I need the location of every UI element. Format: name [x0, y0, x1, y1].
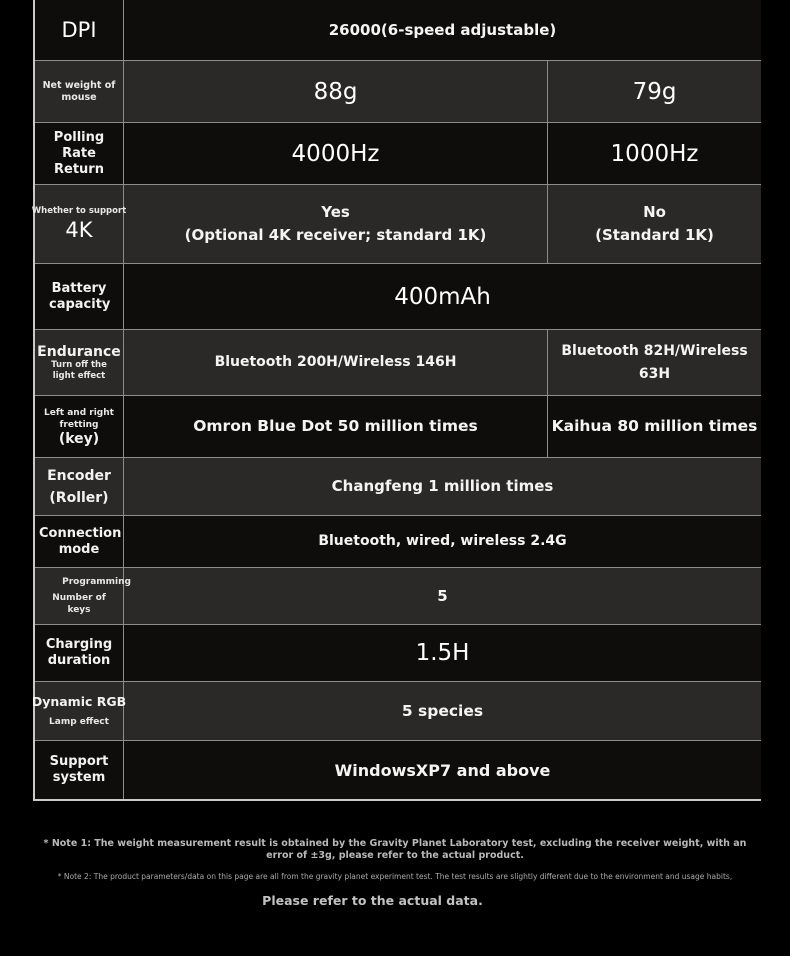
value-fretting-left-text: Omron Blue Dot 50 million times	[193, 417, 478, 435]
label-charging-text: Charging duration	[45, 637, 113, 668]
label-rgb-text: Dynamic RGB	[31, 694, 127, 709]
value-system	[124, 741, 761, 799]
value-polling-right-text: 1000Hz	[610, 140, 699, 167]
value-4k-left-line1: Yes	[321, 203, 350, 221]
value-dpi	[124, 0, 761, 60]
value-fretting-right-text: Kaihua 80 million times	[551, 417, 758, 435]
label-encoder-text: Encoder	[47, 467, 111, 484]
spec-table	[33, 0, 761, 801]
row-dpi	[35, 0, 761, 61]
row-polling	[35, 123, 761, 185]
note-3: Please refer to the actual data.	[262, 893, 483, 908]
row-encoder	[35, 458, 761, 516]
label-weight-text: Net weight of mouse	[42, 79, 116, 103]
row-connection	[35, 516, 761, 568]
value-programming	[124, 568, 761, 624]
value-4k-right-line1: No	[643, 203, 666, 221]
label-connection	[35, 516, 124, 567]
value-battery-text: 400mAh	[394, 283, 491, 310]
value-rgb	[124, 682, 761, 740]
label-polling-text: Polling Rate Return	[53, 129, 105, 177]
value-weight-left	[124, 61, 548, 122]
row-charging	[35, 625, 761, 682]
row-endurance	[35, 330, 761, 396]
value-charging	[124, 625, 761, 681]
note-2: * Note 2: The product parameters/data on this page are all from the gravity planet experiment test. The test results are slightly different due to the environment and usage habits,	[57, 872, 733, 881]
row-battery	[35, 264, 761, 330]
value-fretting-right	[548, 396, 761, 457]
label-dpi	[35, 0, 124, 60]
row-system	[35, 741, 761, 799]
label-rgb-small: Lamp effect	[49, 717, 109, 727]
value-weight-left-text: 88g	[313, 78, 358, 105]
value-encoder-text: Changfeng 1 million times	[331, 477, 554, 495]
label-battery-text: Battery capacity	[49, 280, 111, 312]
value-charging-text: 1.5H	[415, 640, 470, 666]
label-endurance-text: Endurance	[37, 343, 121, 360]
value-polling-left-text: 4000Hz	[291, 140, 380, 167]
value-weight-right-text: 79g	[632, 78, 677, 105]
value-4k-left	[124, 185, 548, 263]
value-endurance-left	[124, 330, 548, 395]
value-programming-text: 5	[437, 586, 448, 605]
value-4k-left-line2: (Optional 4K receiver; standard 1K)	[184, 226, 487, 244]
footnotes	[0, 838, 790, 909]
value-dpi-text: 26000(6-speed adjustable)	[328, 20, 557, 39]
value-battery	[124, 264, 761, 329]
label-fretting-small: Left and right fretting	[44, 407, 114, 430]
label-battery	[35, 264, 124, 329]
label-programming-small2: Number of keys	[52, 593, 106, 615]
label-polling	[35, 123, 124, 184]
label-4k-big: 4K	[65, 218, 93, 242]
label-encoder	[35, 458, 124, 515]
label-4k	[31, 185, 127, 263]
label-fretting	[35, 396, 124, 457]
label-endurance-small: Turn off the light effect	[51, 359, 107, 381]
value-rgb-text: 5 species	[401, 701, 484, 720]
note-1: * Note 1: The weight measurement result is obtained by the Gravity Planet Laboratory test, excluding the receiver weight, with an error of ±3g, please refer to the actual product.	[43, 838, 747, 861]
label-system-text: Support system	[49, 754, 109, 785]
label-weight	[35, 61, 124, 122]
label-dpi-text: DPI	[61, 18, 97, 42]
value-polling-left	[124, 123, 548, 184]
label-fretting-text: (key)	[58, 430, 100, 447]
label-encoder-text2: (Roller)	[49, 489, 109, 506]
label-programming-small1: Programming	[62, 577, 131, 587]
value-weight-right	[548, 61, 761, 122]
value-endurance-right-text: Bluetooth 82H/Wireless 63H	[561, 342, 748, 382]
value-4k-right	[548, 185, 761, 263]
row-4k	[31, 185, 761, 264]
value-endurance-right	[548, 330, 761, 395]
value-fretting-left	[124, 396, 548, 457]
label-system	[35, 741, 124, 799]
row-weight	[35, 61, 761, 123]
value-endurance-left-text: Bluetooth 200H/Wireless 146H	[214, 354, 457, 370]
row-programming	[35, 568, 761, 625]
label-endurance	[35, 330, 124, 395]
value-4k-right-line2: (Standard 1K)	[595, 226, 714, 244]
label-connection-text: Connection mode	[39, 525, 122, 557]
row-rgb	[31, 682, 761, 741]
value-polling-right	[548, 123, 761, 184]
label-rgb	[31, 682, 127, 740]
label-4k-small: Whether to support	[31, 206, 127, 216]
value-system-text: WindowsXP7 and above	[334, 760, 551, 780]
value-connection-text: Bluetooth, wired, wireless 2.4G	[318, 533, 567, 549]
label-charging	[35, 625, 124, 681]
label-programming	[35, 568, 131, 624]
row-fretting	[35, 396, 761, 458]
value-encoder	[124, 458, 761, 515]
value-connection	[124, 516, 761, 567]
